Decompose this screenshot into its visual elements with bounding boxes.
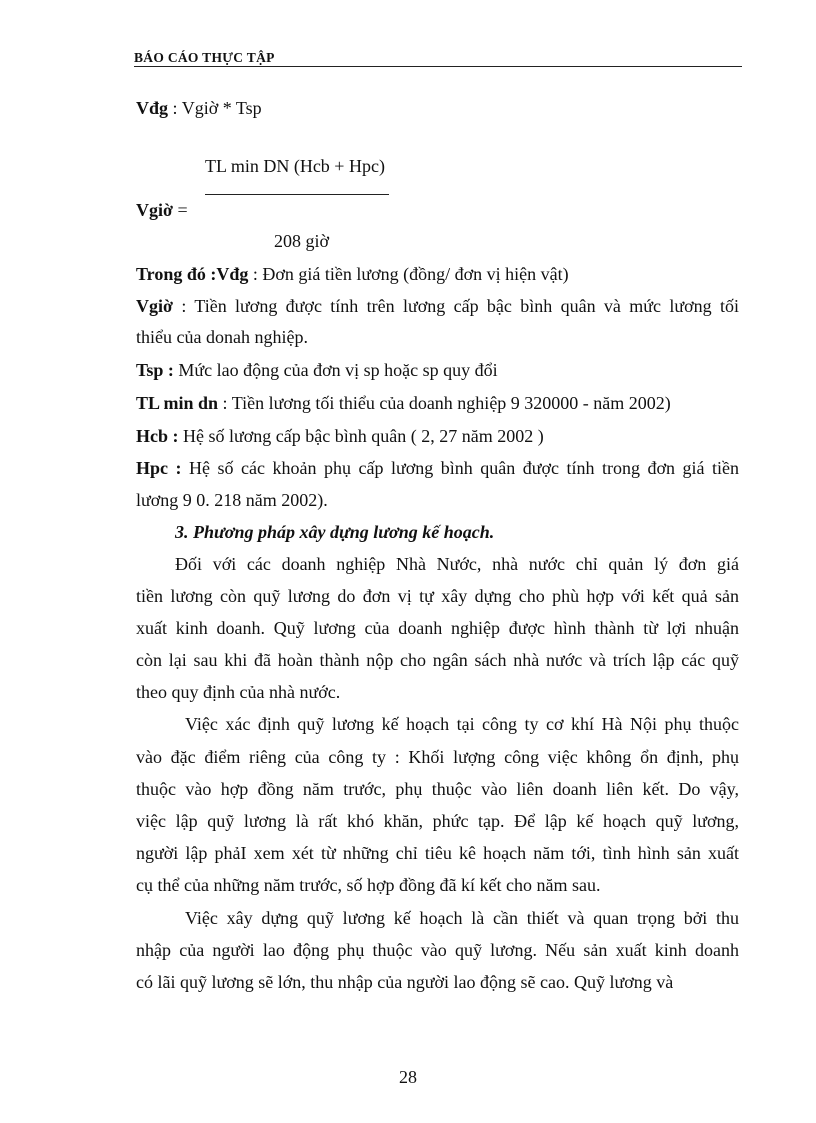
header-title: BÁO CÁO THỰC TẬP [134,50,275,65]
paragraph-line: việc lập quỹ lương là rất khó khăn, phức tạp. Để lập kế hoạch quỹ lương, [136,811,739,831]
definition-vgio-cont: thiểu của donah nghiệp. [136,327,308,347]
formula-numerator: TL min DN (Hcb + Hpc) [205,156,385,176]
paragraph-line: cụ thể của những năm trước, số hợp đồng đã kí kết cho năm sau. [136,875,601,895]
paragraph-line: Việc xác định quỹ lương kế hoạch tại công ty cơ khí Hà Nội phụ thuộc [185,714,739,734]
page-number: 28 [399,1067,417,1087]
formula-denominator: 208 giờ [274,231,330,251]
definition-hpc: Hpc : Hệ số các khoản phụ cấp lương bình quân được tính trong đơn giá tiền [136,458,739,478]
paragraph-line: có lãi quỹ lương sẽ lớn, thu nhập của người lao động sẽ cao. Quỹ lương và [136,972,674,992]
paragraph-line: người lập phảI xem xét từ những chỉ tiêu kê hoạch năm tới, tình hình sản xuất [136,843,739,863]
definition-tl-min: TL min dn : Tiền lương tối thiểu của doanh nghiệp 9 320000 - năm 2002) [136,393,671,413]
paragraph-line: Việc xây dựng quỹ lương kế hoạch là cần thiết và quan trọng bởi thu [185,908,739,928]
definition-vdg: Trong đó :Vđg : Đơn giá tiền lương (đồng/ đơn vị hiện vật) [136,264,569,284]
paragraph-line: còn lại sau khi đã hoàn thành nộp cho ngân sách nhà nước và trích lập các quỹ [136,650,739,670]
paragraph-line: vào đặc điểm riêng của công ty : Khối lượng công việc không ổn định, phụ [136,747,739,767]
fraction-line [205,194,389,195]
paragraph-line: Đối với các doanh nghiệp Nhà Nước, nhà nước chỉ quản lý đơn giá [175,554,739,574]
formula-vgio: Vgiờ = [136,200,188,220]
paragraph-line: theo quy định của nhà nước. [136,682,341,702]
paragraph-line: thuộc vào hợp đồng năm trước, phụ thuộc vào liên doanh liên kết. Do vậy, [136,779,739,799]
definition-vgio: Vgiờ : Tiền lương được tính trên lương cấp bậc bình quân và mức lương tối [136,296,739,316]
formula-vdg: Vđg : Vgiờ * Tsp [136,98,262,118]
definition-hpc-cont: lương 9 0. 218 năm 2002). [136,490,328,510]
definition-tsp: Tsp : Mức lao động của đơn vị sp hoặc sp quy đổi [136,360,498,380]
definition-hcb: Hcb : Hệ số lương cấp bậc bình quân ( 2, 27 năm 2002 ) [136,426,544,446]
section-heading: 3. Phương pháp xây dựng lương kế hoạch. [175,522,495,542]
page-header [134,50,742,67]
paragraph-line: xuất kinh doanh. Quỹ lương của doanh nghiệp được hình thành từ lợi nhuận [136,618,739,638]
paragraph-line: nhập của người lao động phụ thuộc vào quỹ lương. Nếu sản xuất kinh doanh [136,940,739,960]
paragraph-line: tiền lương còn quỹ lương do đơn vị tự xây dựng cho phù hợp với kết quả sản [136,586,739,606]
